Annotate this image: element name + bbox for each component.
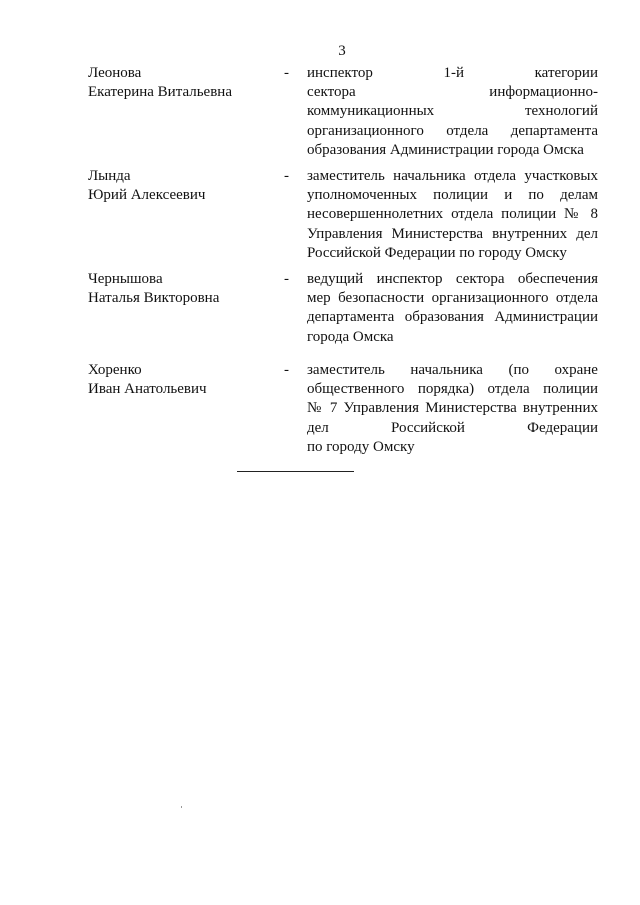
member-name	[88, 270, 219, 308]
separator-dash: -	[284, 65, 289, 81]
member-name	[88, 167, 205, 205]
position-line: уполномоченных полиции и по делам	[307, 187, 598, 204]
closing-rule	[237, 471, 354, 472]
position-line: образования Администрации города Омска	[307, 141, 584, 158]
position-word: начальника	[410, 362, 483, 378]
member-surname: Чернышова	[88, 271, 163, 287]
member-position	[307, 361, 598, 457]
position-word: инспектор	[307, 65, 373, 81]
separator-dash: -	[284, 168, 289, 184]
position-word: охране	[554, 362, 598, 378]
separator-dash: -	[284, 271, 289, 287]
member-name	[88, 361, 207, 399]
position-word: коммуникационных	[307, 103, 435, 120]
position-line: по городу Омску	[307, 438, 415, 455]
member-surname: Леонова	[88, 65, 142, 81]
separator-dash: -	[284, 362, 289, 378]
member-surname: Хоренко	[88, 362, 142, 378]
position-line: департамента образования Администрации	[307, 309, 598, 326]
position-line: Управления Министерства внутренних дел	[307, 225, 598, 242]
position-word: дел	[307, 419, 329, 436]
position-line: ведущий инспектор сектора обеспечения	[307, 271, 598, 287]
position-line: организационного отдела департамента	[307, 122, 598, 139]
position-word: Российской	[391, 419, 465, 436]
member-surname: Лында	[88, 168, 131, 184]
position-line: несовершеннолетних отдела полиции № 8	[307, 206, 598, 223]
member-name	[88, 64, 232, 102]
position-word: технологий	[524, 103, 598, 120]
position-line	[307, 64, 598, 83]
scan-speck	[181, 806, 182, 808]
position-line	[307, 361, 598, 380]
position-line: № 7 Управления Министерства внутренних	[307, 400, 598, 417]
position-word: (по	[508, 362, 529, 378]
position-word: Федерации	[527, 419, 598, 436]
member-position	[307, 64, 598, 160]
position-line: заместитель начальника отдела участковых	[307, 168, 598, 184]
member-given-names: Иван Анатольевич	[88, 381, 207, 397]
position-word: сектора	[307, 84, 356, 101]
position-line: Российской Федерации по городу Омску	[307, 244, 567, 261]
position-line	[307, 102, 598, 121]
position-line: мер безопасности организационного отдела	[307, 290, 598, 307]
position-word: 1-й	[443, 65, 464, 81]
member-position	[307, 270, 598, 347]
position-line	[307, 419, 598, 438]
position-line	[307, 83, 598, 102]
position-word: категории	[534, 65, 598, 81]
position-line: города Омска	[307, 328, 394, 345]
member-position	[307, 167, 598, 263]
position-line: общественного порядка) отдела полиции	[307, 381, 598, 398]
member-given-names: Наталья Викторовна	[88, 290, 220, 306]
member-given-names: Екатерина Витальевна	[88, 84, 232, 100]
position-word: информационно-	[489, 84, 598, 101]
position-word: заместитель	[307, 362, 385, 378]
page-number: 3	[338, 43, 346, 59]
member-given-names: Юрий Алексеевич	[88, 187, 206, 203]
